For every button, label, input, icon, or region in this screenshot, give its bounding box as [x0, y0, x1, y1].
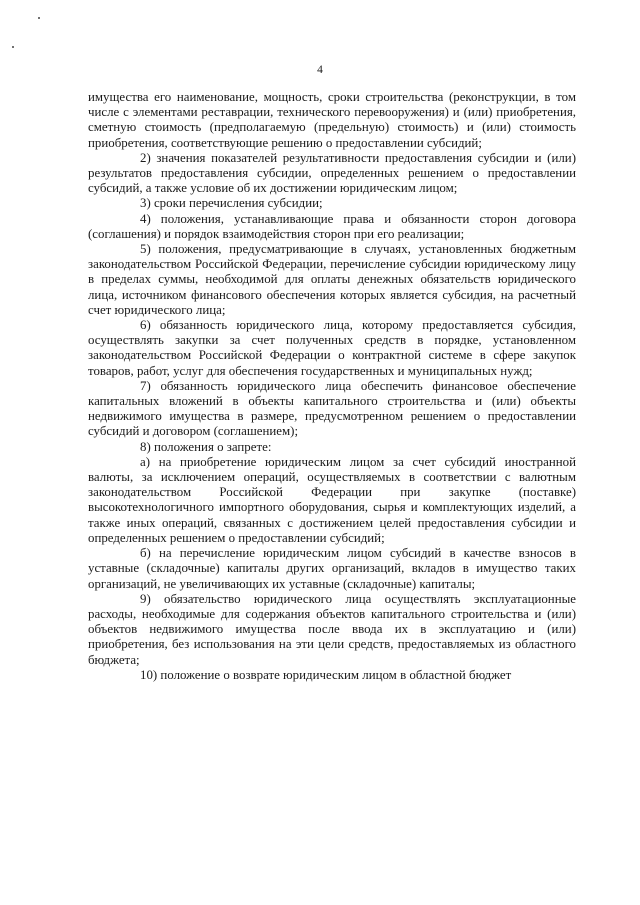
- paragraph-item-3: 3) сроки перечисления субсидии;: [140, 196, 323, 211]
- paragraph-item-7: 7) обязанность юридического лица обеспечить финансовое обеспечение капитальных вложений в объекты капитального строительства и (или) объекты недвижимого имущества в размере, предусмотренном решением о предоставлении субсидий и договором (соглашением);: [88, 378, 576, 439]
- scan-speck: [38, 17, 40, 19]
- scan-speck: [12, 46, 14, 48]
- paragraph-continuation: имущества его наименование, мощность, сроки строительства (реконструкции, в том числе с элементами реставрации, технического перевооружения) и (или) приобретения, сметную стоимость (предполагаемую (предельную) стоимость) и (или) стоимость приобретения, соответствующие решению о предоставлении субсидий;: [88, 90, 576, 150]
- paragraph-item-9: 9) обязательство юридического лица осуществлять эксплуатационные расходы, необходимые для содержания объектов капитального строительства и (или) объектов недвижимого имущества после ввода их в эксплуатацию и (или) приобретения, без использования на эти цели средств, предоставляемых из областного бюджета;: [88, 591, 576, 667]
- page-number: 4: [317, 64, 323, 76]
- document-body: [88, 90, 576, 683]
- paragraph-item-8b: б) на перечисление юридическим лицом субсидий в качестве взносов в уставные (складочные) капиталы других организаций, вкладов в имущество таких организаций, не увеличивающих их уставные (складочные) капиталы;: [88, 546, 576, 591]
- paragraph-item-8: 8) положения о запрете:: [140, 439, 272, 454]
- paragraph-item-8a: а) на приобретение юридическим лицом за счет субсидий иностранной валюты, за исключением операций, осуществляемых в соответствии с валютным законодательством Российской Федерации при закупке (поставке) высокотехнологичного импортного оборудования, сырья и комплектующих изделий, а также иных операций, связанных с достижением целей предоставления субсидии и определенных решением о предоставлении субсидий;: [88, 454, 576, 545]
- paragraph-item-2: 2) значения показателей результативности предоставления субсидии и (или) результатов предоставления субсидии, определенных решением о предоставлении субсидий, а также условие об их достижении юридическим лицом;: [88, 150, 576, 196]
- paragraph-item-5: 5) положения, предусматривающие в случаях, установленных бюджетным законодательством Российской Федерации, перечисление субсидии юридическому лицу в пределах суммы, необходимой для оплаты денежных обязательств юридического лица, источником финансового обеспечения которых является субсидия, на расчетный счет юридического лица;: [88, 242, 576, 317]
- paragraph-item-6: 6) обязанность юридического лица, которому предоставляется субсидия, осуществлять закупки за счет полученных средств в порядке, установленном законодательством Российской Федерации о контрактной системе в сфере закупок товаров, работ, услуг для обеспечения государственных и муниципальных нужд;: [88, 318, 576, 378]
- paragraph-item-10: 10) положение о возврате юридическим лицом в областной бюджет: [140, 667, 512, 682]
- paragraph-item-4: 4) положения, устанавливающие права и обязанности сторон договора (соглашения) и порядок взаимодействия сторон при его реализации;: [88, 211, 576, 241]
